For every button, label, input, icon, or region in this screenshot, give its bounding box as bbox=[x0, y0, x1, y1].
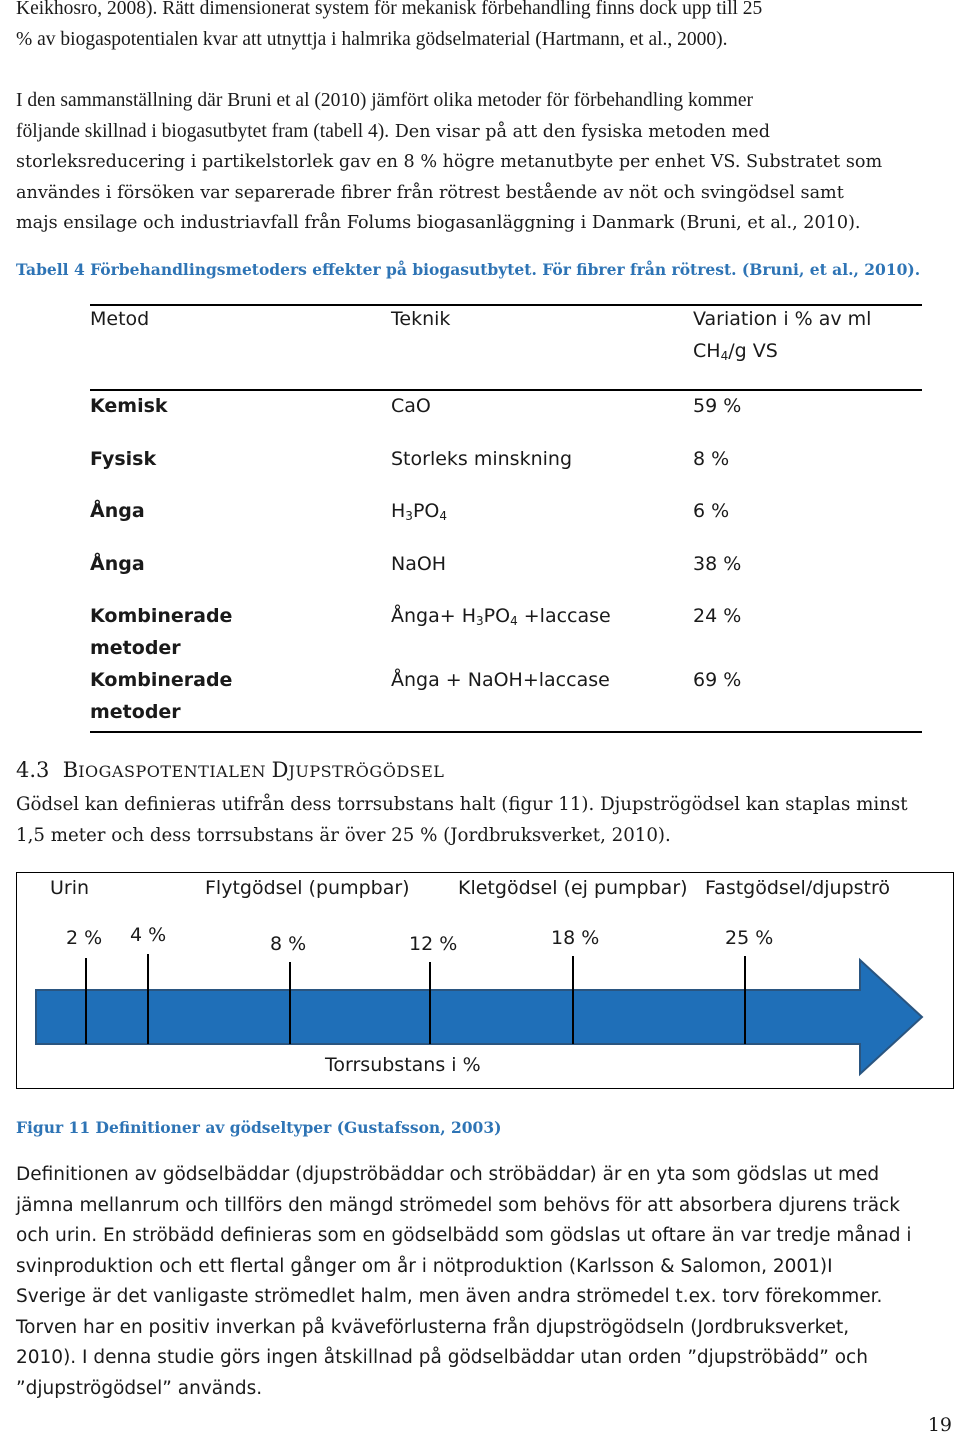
category-label: Urin bbox=[50, 877, 90, 899]
section-title-cap: B bbox=[62, 758, 79, 782]
header-teknik: Teknik bbox=[391, 308, 451, 330]
row-value: 6 % bbox=[693, 500, 730, 522]
text-line: Sverige är det vanligaste strömedlet halm, men även andra strömedel t.ex. torv förekommer. bbox=[16, 1286, 883, 1307]
header-metod: Metod bbox=[90, 308, 150, 330]
formula-subscript: 4 bbox=[439, 509, 447, 523]
text-line: 2010). I denna studie görs ingen åtskillnad på gödselbäddar utan orden ”djupströbädd” och bbox=[16, 1347, 868, 1368]
unit-subscript: 4 bbox=[720, 349, 729, 363]
text-line: användes i försöken var separerade fibrer från rötrest bestående av nöt och svingödsel samt bbox=[16, 182, 844, 203]
row-value: 69 % bbox=[693, 669, 742, 691]
section-number: 4.3 bbox=[16, 758, 50, 782]
paragraph-bedding bbox=[16, 1160, 946, 1404]
formula-part: H bbox=[391, 500, 406, 522]
table-caption: Tabell 4 Förbehandlingsmetoders effekter på biogasutbytet. För fibrer från rötrest. (Bruni, et al., 2010). bbox=[16, 260, 921, 279]
text-line: % av biogaspotentialen kvar att utnyttja i halmrika gödselmaterial (Hartmann, et al., 2000). bbox=[16, 28, 728, 50]
text-segment: följande skillnad i biogasutbytet fram (tabell 4). bbox=[16, 120, 390, 142]
tick-label: 4 % bbox=[130, 924, 167, 946]
tick-label: 8 % bbox=[270, 933, 307, 955]
axis-label: Torrsubstans i % bbox=[325, 1054, 481, 1076]
tick-label: 12 % bbox=[409, 933, 458, 955]
text-line: Definitionen av gödselbäddar (djupströbäddar och ströbäddar) är en yta som gödslas ut med bbox=[16, 1164, 880, 1185]
section-title-cap: D bbox=[271, 758, 289, 782]
formula-subscript: 3 bbox=[476, 614, 484, 628]
text-line: jämna mellanrum och tillförs den mängd strömedel som behövs för att absorbera djurens träck bbox=[16, 1194, 900, 1216]
tick-label: 2 % bbox=[66, 927, 103, 949]
row-value: 24 % bbox=[693, 605, 742, 627]
row-value: 59 % bbox=[693, 395, 742, 417]
row-metod: Kombinerade bbox=[90, 669, 233, 691]
row-metod: Ånga bbox=[90, 500, 145, 522]
text-line: Keikhosro, 2008). Rätt dimensionerat system för mekanisk förbehandling finns dock upp till 25 bbox=[16, 0, 763, 19]
text-segment: Den visar på att den fysiska metoden med bbox=[389, 121, 770, 142]
row-metod: Kemisk bbox=[90, 395, 168, 417]
figure-caption: Figur 11 Definitioner av gödseltyper (Gustafsson, 2003) bbox=[16, 1118, 502, 1137]
page-number: 19 bbox=[927, 1414, 952, 1436]
unit-rest: /g VS bbox=[728, 340, 778, 362]
text-line: Gödsel kan definieras utifrån dess torrsubstans halt (figur 11). Djupströgödsel kan staplas minst bbox=[16, 794, 908, 815]
row-metod-cont: metoder bbox=[90, 701, 181, 723]
row-metod-cont: metoder bbox=[90, 637, 181, 659]
row-value: 8 % bbox=[693, 448, 730, 470]
text-line: svinproduktion och ett flertal gånger om år i nötproduktion (Karlsson & Salomon, 2001)I bbox=[16, 1255, 833, 1277]
text-line: storleksreducering i partikelstorlek gav en 8 % högre metanutbyte per enhet VS. Substratet som bbox=[16, 152, 883, 172]
text-line: I den sammanställning där Bruni et al (2010) jämfört olika metoder för förbehandling kommer bbox=[16, 90, 754, 111]
text-line: 1,5 meter och dess torrsubstans är över 25 % (Jordbruksverket, 2010). bbox=[16, 824, 671, 846]
row-metod: Fysisk bbox=[90, 448, 157, 470]
section-title-smallcaps: JUPSTRÖGÖDSEL bbox=[288, 762, 445, 781]
formula-subscript: 3 bbox=[405, 509, 413, 523]
tick-label: 18 % bbox=[551, 927, 600, 949]
unit-ch: CH bbox=[693, 340, 721, 362]
formula-part: +laccase bbox=[517, 605, 611, 627]
text-line: och urin. En ströbädd definieras som en gödselbädd som gödslas ut oftare än var tredje månad i bbox=[16, 1225, 912, 1246]
text-line: ”djupströgödsel” används. bbox=[16, 1377, 263, 1399]
row-teknik: NaOH bbox=[391, 553, 447, 575]
formula-subscript: 4 bbox=[510, 614, 518, 628]
row-metod: Kombinerade bbox=[90, 605, 233, 627]
formula-part: PO bbox=[412, 500, 440, 522]
text-line: majs ensilage och industriavfall från Folums biogasanläggning i Danmark (Bruni, et al., 2010). bbox=[16, 213, 861, 233]
category-label: Flytgödsel (pumpbar) bbox=[205, 877, 410, 899]
row-teknik: Storleks minskning bbox=[391, 448, 573, 470]
tick-label: 25 % bbox=[725, 927, 774, 949]
text-line: Torven har en positiv inverkan på kväveförlusterna från djupströgödseln (Jordbruksverket, bbox=[16, 1316, 850, 1338]
row-teknik: Ånga + NaOH+laccase bbox=[391, 669, 610, 691]
header-variation: Variation i % av ml bbox=[693, 308, 872, 330]
category-label: Kletgödsel (ej pumpbar) bbox=[458, 877, 688, 899]
category-label: Fastgödsel/djupströ bbox=[705, 877, 890, 899]
formula-part: PO bbox=[483, 605, 511, 627]
row-value: 38 % bbox=[693, 553, 742, 575]
row-teknik: CaO bbox=[391, 395, 431, 417]
row-metod: Ånga bbox=[90, 553, 145, 575]
section-title-smallcaps: IOGASPOTENTIALEN bbox=[78, 762, 272, 781]
formula-part: Ånga+ H bbox=[391, 605, 476, 627]
